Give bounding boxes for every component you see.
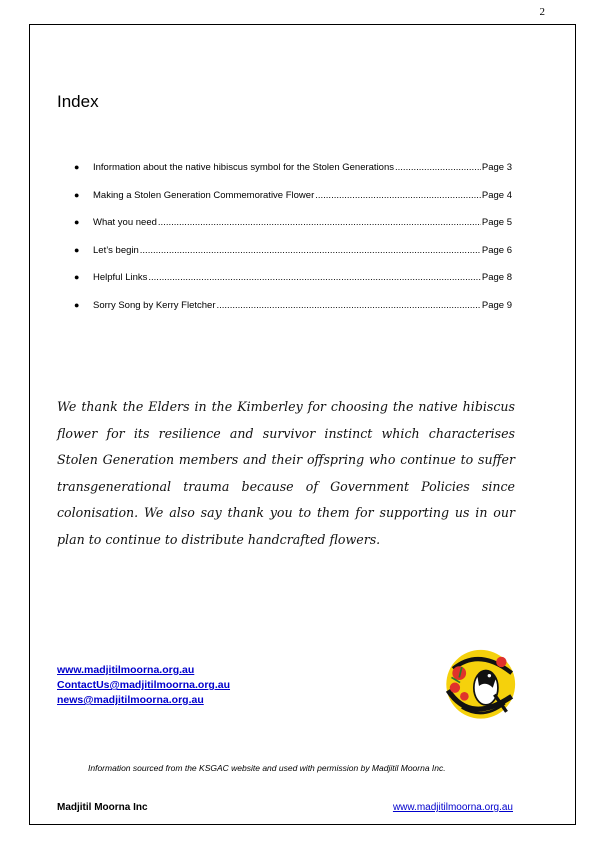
index-item-page: Page 9 [481,299,512,311]
index-item[interactable] [74,267,512,295]
footer-org: Madjitil Moorna Inc [57,802,148,813]
index-item[interactable] [74,295,512,323]
index-title: Index [57,92,99,111]
index-item-page: Page 5 [481,217,512,228]
contact-links [57,663,230,708]
index-item-label: Sorry Song by Kerry Fletcher [93,299,216,311]
index-item-label: Information about the native hibiscus symbol for the Stolen Generations [93,162,395,173]
dot-leader [395,158,481,178]
dot-leader [148,268,480,288]
index-item[interactable] [74,212,512,240]
dot-leader [140,241,481,261]
index-item-page: Page 3 [481,162,512,173]
dot-leader [158,213,481,233]
index-item-label: Helpful Links [93,272,148,283]
index-item[interactable] [74,240,512,268]
contact-email-link[interactable]: ContactUs@madjitilmoorna.org.au [57,679,231,691]
bullet-icon: ● [74,272,80,282]
bullet-icon: ● [74,162,80,172]
index-list [74,157,512,322]
bullet-icon: ● [74,189,80,200]
dot-leader [217,296,481,316]
news-email-link[interactable]: news@madjitilmoorna.org.au [57,694,204,706]
index-item[interactable] [74,157,512,185]
website-link[interactable]: www.madjitilmoorna.org.au [57,664,195,676]
source-note: Information sourced from the KSGAC website and used with permission by Madjitil Moorna Inc. [88,763,446,773]
index-item-label: Let’s begin [93,244,139,256]
index-item-page: Page 6 [481,244,512,256]
thanks-paragraph: We thank the Elders in the Kimberley for choosing the native hibiscus flower for its resilience and survivor instinct which characterises Stolen Generation members and their offspring who continue to suffer transgenerational trauma because of Government Policies since colonisation. We also say thank you to them for supporting us in our plan to continue to distribute handcrafted flowers. [57,399,515,547]
index-item-label: What you need [93,217,157,228]
bullet-icon: ● [74,217,80,227]
index-item-page: Page 4 [481,189,512,201]
bullet-icon: ● [74,244,80,255]
page-number: 2 [539,6,545,18]
dot-leader [315,186,481,206]
index-item-label: Making a Stolen Generation Commemorative Flower [93,189,315,201]
bullet-icon: ● [74,299,80,310]
index-item[interactable] [74,185,512,213]
index-item-page: Page 8 [481,272,512,283]
hibiscus-bird-logo-icon [436,643,522,729]
footer-website-link[interactable]: www.madjitilmoorna.org.au [392,802,513,813]
